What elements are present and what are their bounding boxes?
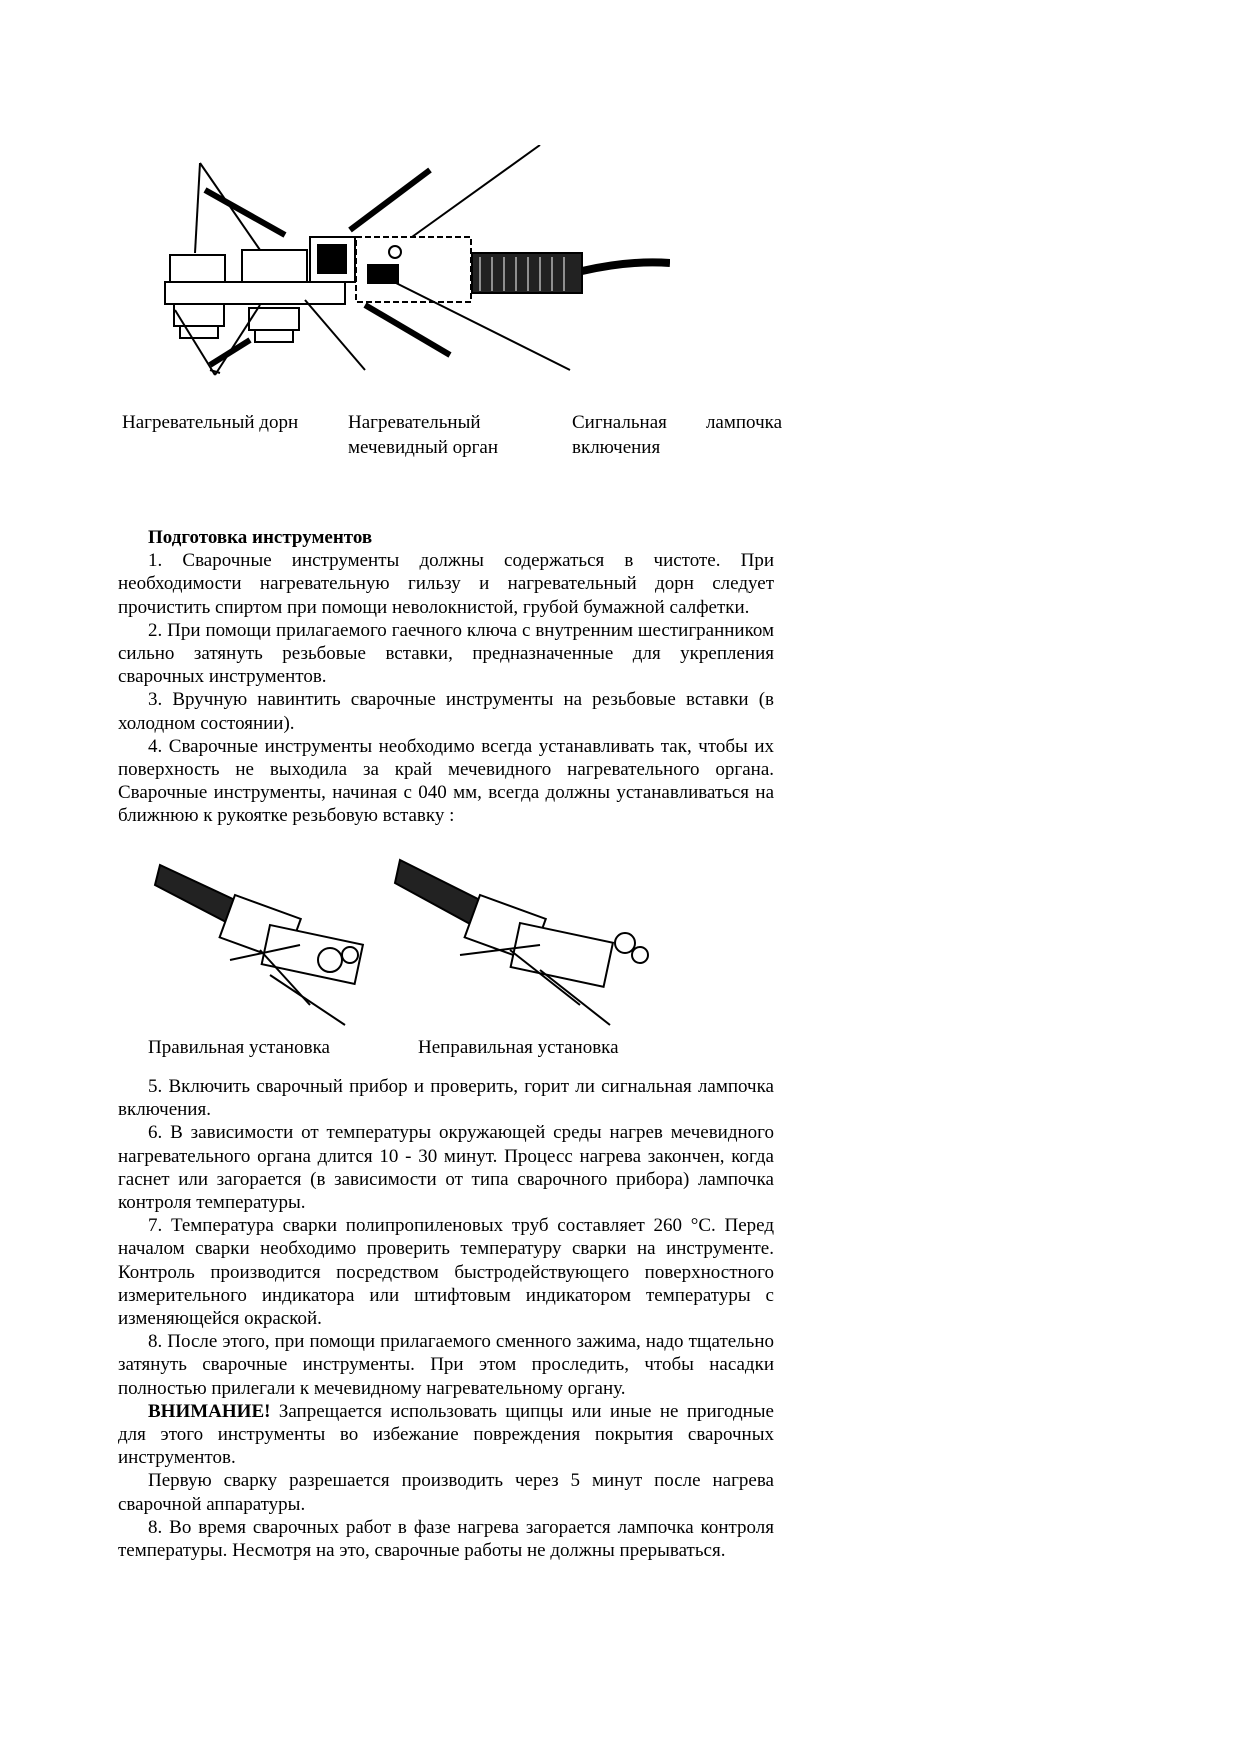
label-incorrect-installation: Неправильная установка bbox=[418, 1037, 619, 1058]
instructions-bottom bbox=[118, 1075, 774, 1562]
paragraph: 4. Сварочные инструменты необходимо всегда устанавливать так, чтобы их поверхность не выходила за край мечевидного нагревательного органа. Сварочные инструменты, начиная с 040 мм, всегда должны устанавливаться на ближнюю к рукоятке резьбовую вставку : bbox=[118, 735, 774, 827]
paragraph: Первую сварку разрешается производить через 5 минут после нагрева сварочной аппаратуры. bbox=[118, 1470, 774, 1515]
warning-text: Запрещается использовать щипцы или иные не пригодные для этого инструменты во избежание повреждения покрытия сварочных инструментов. bbox=[118, 1400, 774, 1469]
paragraph: 7. Температура сварки полипропиленовых труб составляет 260 °С. Перед началом сварки необходимо проверить температуру сварки на инструменте. Контроль производится посредством быстродействующего поверхностного измерительного индикатора или штифтовым индикатором температуры с изменяющейся окраской. bbox=[118, 1215, 774, 1330]
paragraph: 3. Вручную навинтить сварочные инструменты на резьбовые вставки (в холодном состоянии). bbox=[118, 689, 774, 734]
warning-label: ВНИМАНИЕ! bbox=[148, 1400, 271, 1422]
label-signal-lamp: Сигнальная лампочка включения bbox=[572, 412, 782, 458]
instructions-top bbox=[118, 526, 774, 828]
paragraph: 8. После этого, при помощи прилагаемого сменного зажима, надо тщательно затянуть сварочные инструменты. При этом проследить, чтобы насадки полностью прилегали к мечевидному нагревательному органу. bbox=[118, 1331, 774, 1399]
paragraph: 6. В зависимости от температуры окружающей среды нагрев мечевидного нагревательного органа длится 10 - 30 минут. Процесс нагрева закончен, когда гаснет или загорается (в зависимости от типа сварочного прибора) лампочка контроля температуры. bbox=[118, 1122, 774, 1214]
paragraph: 5. Включить сварочный прибор и проверить, горит ли сигнальная лампочка включения. bbox=[118, 1076, 774, 1121]
label-heating-mandrel: Нагревательный дорн bbox=[122, 412, 299, 433]
installation-diagram bbox=[150, 855, 680, 1030]
paragraph: 2. При помощи прилагаемого гаечного ключа с внутренним шестигранником сильно затянуть резьбовые вставки, предназначенные для укрепления сварочных инструментов. bbox=[118, 619, 774, 688]
label-correct-installation: Правильная установка bbox=[148, 1037, 330, 1058]
section-title: Подготовка инструментов bbox=[148, 527, 373, 548]
label-heating-element: Нагревательный мечевидный орган bbox=[348, 412, 499, 458]
welding-device-diagram bbox=[150, 145, 670, 435]
paragraph: 1. Сварочные инструменты должны содержаться в чистоте. При необходимости нагревательную гильзу и нагревательный дорн следует прочистить спиртом при помощи неволокнистой, грубой бумажной салфетки. bbox=[118, 550, 774, 618]
paragraph: 8. Во время сварочных работ в фазе нагрева загорается лампочка контроля температуры. Несмотря на это, сварочные работы не должны прерываться. bbox=[118, 1516, 774, 1562]
warning-paragraph bbox=[118, 1400, 774, 1470]
